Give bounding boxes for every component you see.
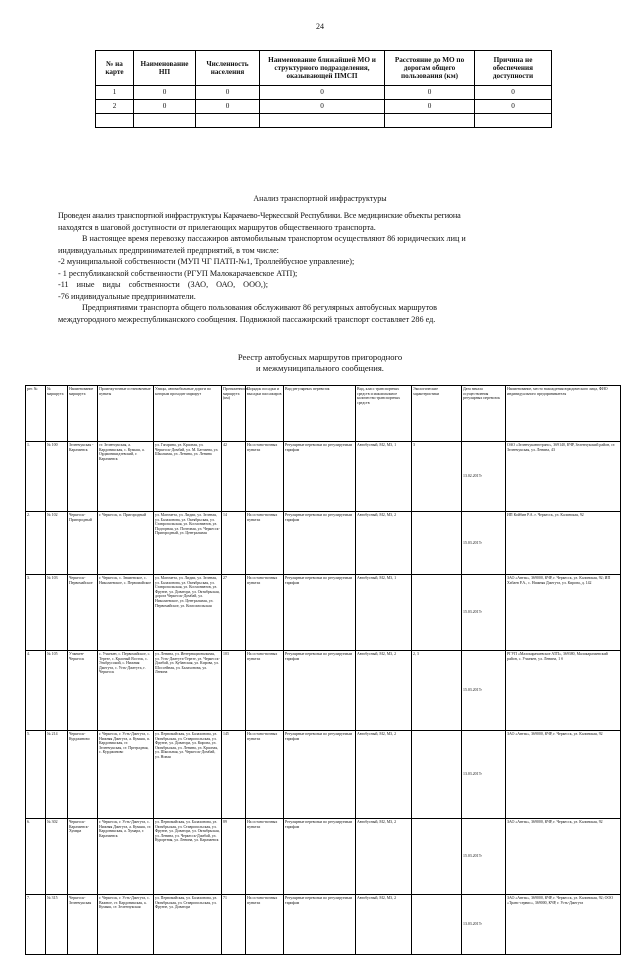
registry-cell: Регулярные перевозки по регулируемым тарифам bbox=[284, 442, 356, 512]
registry-cell bbox=[412, 512, 462, 575]
registry-cell: Автобусный, М2, М3, 2 bbox=[356, 819, 412, 895]
registry-header-cell: Экологические характеристики bbox=[412, 386, 462, 442]
registry-cell: 103 bbox=[222, 651, 246, 731]
registry-cell: 15.03.2017г bbox=[462, 819, 506, 895]
registry-cell: 71 bbox=[222, 895, 246, 955]
table-row bbox=[96, 86, 552, 100]
registry-cell: № 100 bbox=[46, 442, 68, 512]
header-cell: Наименование НП bbox=[134, 51, 196, 86]
transport-section-title: Анализ транспортной инфраструктуры bbox=[253, 194, 387, 203]
table-cell: 0 bbox=[385, 86, 475, 100]
registry-cell: 13.03.2017г bbox=[462, 731, 506, 819]
registry-cell: ЗАО «Автэк», 369000, КЧР, г. Черкесск, ул. Калинская, 92; ИП Хабаев Р.А., с. Нижняя Джегута, ул. Кирова, д. 142 bbox=[506, 575, 621, 651]
registry-header-cell: Промежуточные остановочные пункты bbox=[98, 386, 154, 442]
registry-cell: ул. Магомета, ул. Лидии, ул. Зеленая, ул. Балахонова, ул. Октябрьская, ул. Ставропольская, ул. Космонавтов, ул. Подгорная, ул. Почтовая, ул. Черкесск-Пригородный, ул. Центральная bbox=[154, 512, 222, 575]
header-cell: Расстояние до МО по дорогам общего пользования (км) bbox=[385, 51, 475, 86]
registry-cell: 42 bbox=[222, 442, 246, 512]
registry-row bbox=[26, 819, 621, 895]
registry-cell: г. Черкесск, г. Усть-Джегута, с. Нижняя Джегута, а. Кумыш, п. Кардоникская, ст. Зеленчукская, ст. Преградная, с. Курджиново bbox=[98, 731, 154, 819]
registry-cell: Регулярные перевозки по регулируемым тарифам bbox=[284, 512, 356, 575]
paragraph-line: находятся в шаговой доступности от прилегающих маршрутов общественного транспорта. bbox=[58, 222, 376, 232]
registry-cell: № 315 bbox=[46, 895, 68, 955]
registry-cell: ОАО «Зеленчукавтотранс», 369140, КЧР, Зеленчукский район, ст. Зеленчукская, ул. Ленина, 43 bbox=[506, 442, 621, 512]
registry-cell: Автобусный, М2, М3, 2 bbox=[356, 895, 412, 955]
registry-header-cell: Дата начала осуществления регулярных перевозок bbox=[462, 386, 506, 442]
registry-cell: 13.03.2017г bbox=[462, 895, 506, 955]
registry-cell: Регулярные перевозки по регулируемым тарифам bbox=[284, 731, 356, 819]
table-cell: 1 bbox=[96, 86, 134, 100]
registry-cell: Черкесск-Курджиново bbox=[68, 731, 98, 819]
registry-cell: Регулярные перевозки по регулируемым тарифам bbox=[284, 575, 356, 651]
registry-cell: 3. bbox=[26, 575, 46, 651]
registry-cell: Регулярные перевозки по регулируемым тарифам bbox=[284, 895, 356, 955]
registry-row bbox=[26, 651, 621, 731]
registry-cell: ст. Зеленчукская, а. Кардоникская, с. Кумыш, а. Орджоникидзевский, г. Карачаевск bbox=[98, 442, 154, 512]
registry-cell: 89 bbox=[222, 819, 246, 895]
registry-header-cell: Порядок посадки и высадки пассажиров bbox=[246, 386, 284, 442]
paragraph-line: -11 иные виды собственности (ЗАО, ОАО, ООО,); bbox=[58, 280, 268, 289]
registry-cell: ЗАО «Автэк», 369000, КЧР, г. Черкесск, ул. Калинская, 92; ООО «Транс-сервис», 369000, КЧР, г. Усть-Джегута bbox=[506, 895, 621, 955]
table-cell: 0 bbox=[260, 100, 385, 114]
registry-cell: 1. bbox=[26, 442, 46, 512]
registry-row bbox=[26, 575, 621, 651]
availability-table-header bbox=[96, 51, 552, 86]
registry-cell: № 102 bbox=[46, 512, 68, 575]
registry-cell: № 103 bbox=[46, 575, 68, 651]
table-cell: 0 bbox=[134, 86, 196, 100]
table-cell: 0 bbox=[475, 100, 552, 114]
registry-cell: На остано-вочных пунктах bbox=[246, 575, 284, 651]
registry-cell: 27 bbox=[222, 575, 246, 651]
registry-cell: г. Черкесск, г. Усть-Джегута, с. Важное, ст. Кардоникская, а. Кумыш, ст. Зеленчукская bbox=[98, 895, 154, 955]
registry-header-cell: Вид, класс транспортных средств и максимальное количество транспортных средств bbox=[356, 386, 412, 442]
registry-cell: 7. bbox=[26, 895, 46, 955]
registry-cell: Черкесск-Зеленчукская bbox=[68, 895, 98, 955]
paragraph-line: -76 индивидуальные предприниматели. bbox=[58, 291, 196, 301]
table-cell: 0 bbox=[260, 86, 385, 100]
registry-row bbox=[26, 442, 621, 512]
registry-cell: г. Черкесск, п. Пригородный bbox=[98, 512, 154, 575]
registry-cell: Черкесск-Первомайское bbox=[68, 575, 98, 651]
registry-header-cell: Улицы, автомобильные дороги по которым проходит маршрут bbox=[154, 386, 222, 442]
registry-cell: Автобусный, М2, М3, 1 bbox=[356, 442, 412, 512]
registry-table bbox=[25, 385, 621, 955]
registry-cell bbox=[412, 731, 462, 819]
registry-title-line: Реестр автобусных маршрутов пригородного bbox=[237, 352, 403, 362]
registry-header-cell: Наименование, место нахождения юридического лица, ФИО индивидуального предпринимателя bbox=[506, 386, 621, 442]
registry-cell: ул. Первомайская, ул. Балахонова, ул. Октябрьская, ул. Ставропольская, ул. Фрунзе, ул. Доватора bbox=[154, 895, 222, 955]
table-cell: 2 bbox=[96, 100, 134, 114]
registry-header-cell: Вид регулярных перевозок bbox=[284, 386, 356, 442]
registry-cell: ЗАО «Автэк», 369000, КЧР, г. Черкесск, ул. Калинская, 92 bbox=[506, 819, 621, 895]
registry-title bbox=[0, 352, 640, 374]
registry-cell: 14 bbox=[222, 512, 246, 575]
registry-cell bbox=[412, 575, 462, 651]
paragraph-line: индивидуальных предпринимателей предприятий, в том числе: bbox=[58, 245, 279, 255]
registry-cell: Зеленчукская - Карачаевск bbox=[68, 442, 98, 512]
registry-cell: ул. Первомайская, ул. Балахонова, ул. Октябрьская, ул. Ставропольская, ул. Фрунзе, ул. Доватора, ул. Кирова, ул. Октябрьская, ул. Ленина, ул. Красная, ул. Школьная, ул. Черкесск-Домбай, ул. Новая bbox=[154, 731, 222, 819]
registry-cell: ул. Гагарина, ул. Красная, ул. Черкесск-Домбай, ул. М. Батчаева, ул. Школьная, ул. Ленина, ул. Ленина bbox=[154, 442, 222, 512]
registry-row bbox=[26, 895, 621, 955]
paragraph-line: Предприятиями транспорта общего пользования обслуживают 86 регулярных автобусных маршрутов bbox=[82, 303, 438, 312]
registry-header-cell: рег. № bbox=[26, 386, 46, 442]
registry-cell bbox=[412, 819, 462, 895]
registry-cell: На остано-вочных пунктах bbox=[246, 651, 284, 731]
registry-cell: 5. bbox=[26, 731, 46, 819]
registry-cell: 2, 3 bbox=[412, 651, 462, 731]
registry-cell: ИП Койбин Р.А. г. Черкесск, ул. Калинская, 92 bbox=[506, 512, 621, 575]
registry-cell: 4. bbox=[26, 651, 46, 731]
registry-cell: Автобусный, М2, М3, 2 bbox=[356, 512, 412, 575]
registry-cell: На остано-вочных пунктах bbox=[246, 819, 284, 895]
paragraph-line: В настоящее время перевозку пассажиров автомобильным транспортом осуществляют 86 юридических лиц и bbox=[82, 234, 466, 243]
paragraph-line: междугородного межреспубликанского сообщения. Подвижной пассажирский транспорт составляет 286 ед. bbox=[58, 314, 436, 324]
registry-cell: Автобусный, М2, М3, 1 bbox=[356, 575, 412, 651]
table-cell: 0 bbox=[196, 100, 260, 114]
paragraph-line: Проведен анализ транспортной инфраструктуры Карачаево-Черкесской Республики. Все медицинские объекты региона bbox=[58, 211, 461, 220]
registry-cell: Черкесск-Карачаевск-Хумара bbox=[68, 819, 98, 895]
page-number: 24 bbox=[316, 22, 324, 31]
registry-row bbox=[26, 512, 621, 575]
registry-cell: 3 bbox=[412, 442, 462, 512]
registry-cell: № 214 bbox=[46, 731, 68, 819]
registry-cell: 15.03.2017г bbox=[462, 512, 506, 575]
registry-cell: ул. Первомайская, ул. Балахонова, ул. Октябрьская, ул. Ставропольская, ул. Фрунзе, ул. Доватора, ул. Октябрьская, ул. Ленина, ул. Черкесск-Домбай, ул. Курортная, ул. Ленина, ул. Карачаевск bbox=[154, 819, 222, 895]
registry-cell: с. Учкекен, с. Первомайское, с. Терезе, с. Красный Восток, с. Эльбрусский, с. Нижняя Джегута, с. Усть-Джегута, г. Черкесск bbox=[98, 651, 154, 731]
registry-cell: 13.02.2017г bbox=[462, 442, 506, 512]
registry-cell: 145 bbox=[222, 731, 246, 819]
registry-header-cell: Наименование маршрута bbox=[68, 386, 98, 442]
table-cell: 0 bbox=[196, 86, 260, 100]
table-row bbox=[96, 100, 552, 114]
table-cell: 0 bbox=[134, 100, 196, 114]
registry-title-line: и межмуниципального сообщения. bbox=[256, 363, 384, 373]
registry-cell: Автобусный, М2, М3, 2 bbox=[356, 731, 412, 819]
header-cell: Численность населения bbox=[196, 51, 260, 86]
registry-cell: На остано-вочных пунктах bbox=[246, 512, 284, 575]
table-row-empty bbox=[96, 114, 552, 128]
registry-cell: ул. Ленина, ул. Интернациональная, ул. Усть-Джегута-Терезе, ул. Черкесск-Домбай, ул. Кубанская, ул. Кирова, ул. Шоссейная, ул. Балахонова, ул. Ленина bbox=[154, 651, 222, 731]
table-cell: 0 bbox=[475, 86, 552, 100]
registry-header-cell: Протяженность маршрута (км) bbox=[222, 386, 246, 442]
registry-cell: г. Черкесск, г. Усть-Джегута, с. Нижняя Джегута, а. Кумыш, ст. Кардоникская, а. Хумара, г. Карачаевск bbox=[98, 819, 154, 895]
registry-cell: Автобусный, М2, М3, 2 bbox=[356, 651, 412, 731]
registry-cell: Учкекен-Черкесск bbox=[68, 651, 98, 731]
registry-cell: Регулярные перевозки по регулируемым тарифам bbox=[284, 651, 356, 731]
registry-cell: ул. Магомета, ул. Лидии, ул. Зеленая, ул. Балахонова, ул. Октябрьская, ул. Ставропольская, ул. Космонавтов, ул. Фрунзе, ул. Доватора, ул. Октябрьская, дорога Черкесск-Домбай, ул. Николаевское, ул. Центральная, ул. Первомайское, ул. Комсомольская bbox=[154, 575, 222, 651]
registry-cell: На остано-вочных пунктах bbox=[246, 731, 284, 819]
registry-row bbox=[26, 731, 621, 819]
registry-cell: № 302 bbox=[46, 819, 68, 895]
registry-cell: г. Черкесск, с. Знаменское, с. Николаевское, с. Первомайское bbox=[98, 575, 154, 651]
registry-cell: На остано-вочных пунктах bbox=[246, 442, 284, 512]
registry-cell bbox=[412, 895, 462, 955]
registry-header-cell: № маршрута bbox=[46, 386, 68, 442]
table-cell: 0 bbox=[385, 100, 475, 114]
availability-table bbox=[95, 50, 552, 128]
registry-cell: ЗАО «Автэк», 369000, КЧР, г. Черкесск, ул. Калинская, 92 bbox=[506, 731, 621, 819]
registry-cell: № 105 bbox=[46, 651, 68, 731]
registry-cell: 15.03.2017г bbox=[462, 651, 506, 731]
registry-cell: 15.03.2017г bbox=[462, 575, 506, 651]
registry-cell: Регулярные перевозки по регулируемым тарифам bbox=[284, 819, 356, 895]
transport-section-text bbox=[58, 210, 592, 325]
registry-cell: 2. bbox=[26, 512, 46, 575]
registry-table-header bbox=[26, 386, 621, 442]
registry-cell: 6. bbox=[26, 819, 46, 895]
header-cell: Причина не обеспечения доступности bbox=[475, 51, 552, 86]
header-cell: Наименование ближайшей МО и структурного подразделения, оказывающей ПМСП bbox=[260, 51, 385, 86]
paragraph-line: -2 муниципальной собственности (МУП ЧГ ПАТП-№1, Троллейбусное управление); bbox=[58, 257, 355, 266]
registry-cell: На остано-вочных пунктах bbox=[246, 895, 284, 955]
paragraph-line: - 1 республиканской собственности (РГУП Малокарачаевское АТП); bbox=[58, 268, 298, 278]
registry-cell: Черкесск-Пригородный bbox=[68, 512, 98, 575]
registry-cell: РГУП «Малокарачаевское АТП», 369380, Малокарачаевский район, с. Учкекен, ул. Ленина, 1 б bbox=[506, 651, 621, 731]
header-cell: № на карте bbox=[96, 51, 134, 86]
